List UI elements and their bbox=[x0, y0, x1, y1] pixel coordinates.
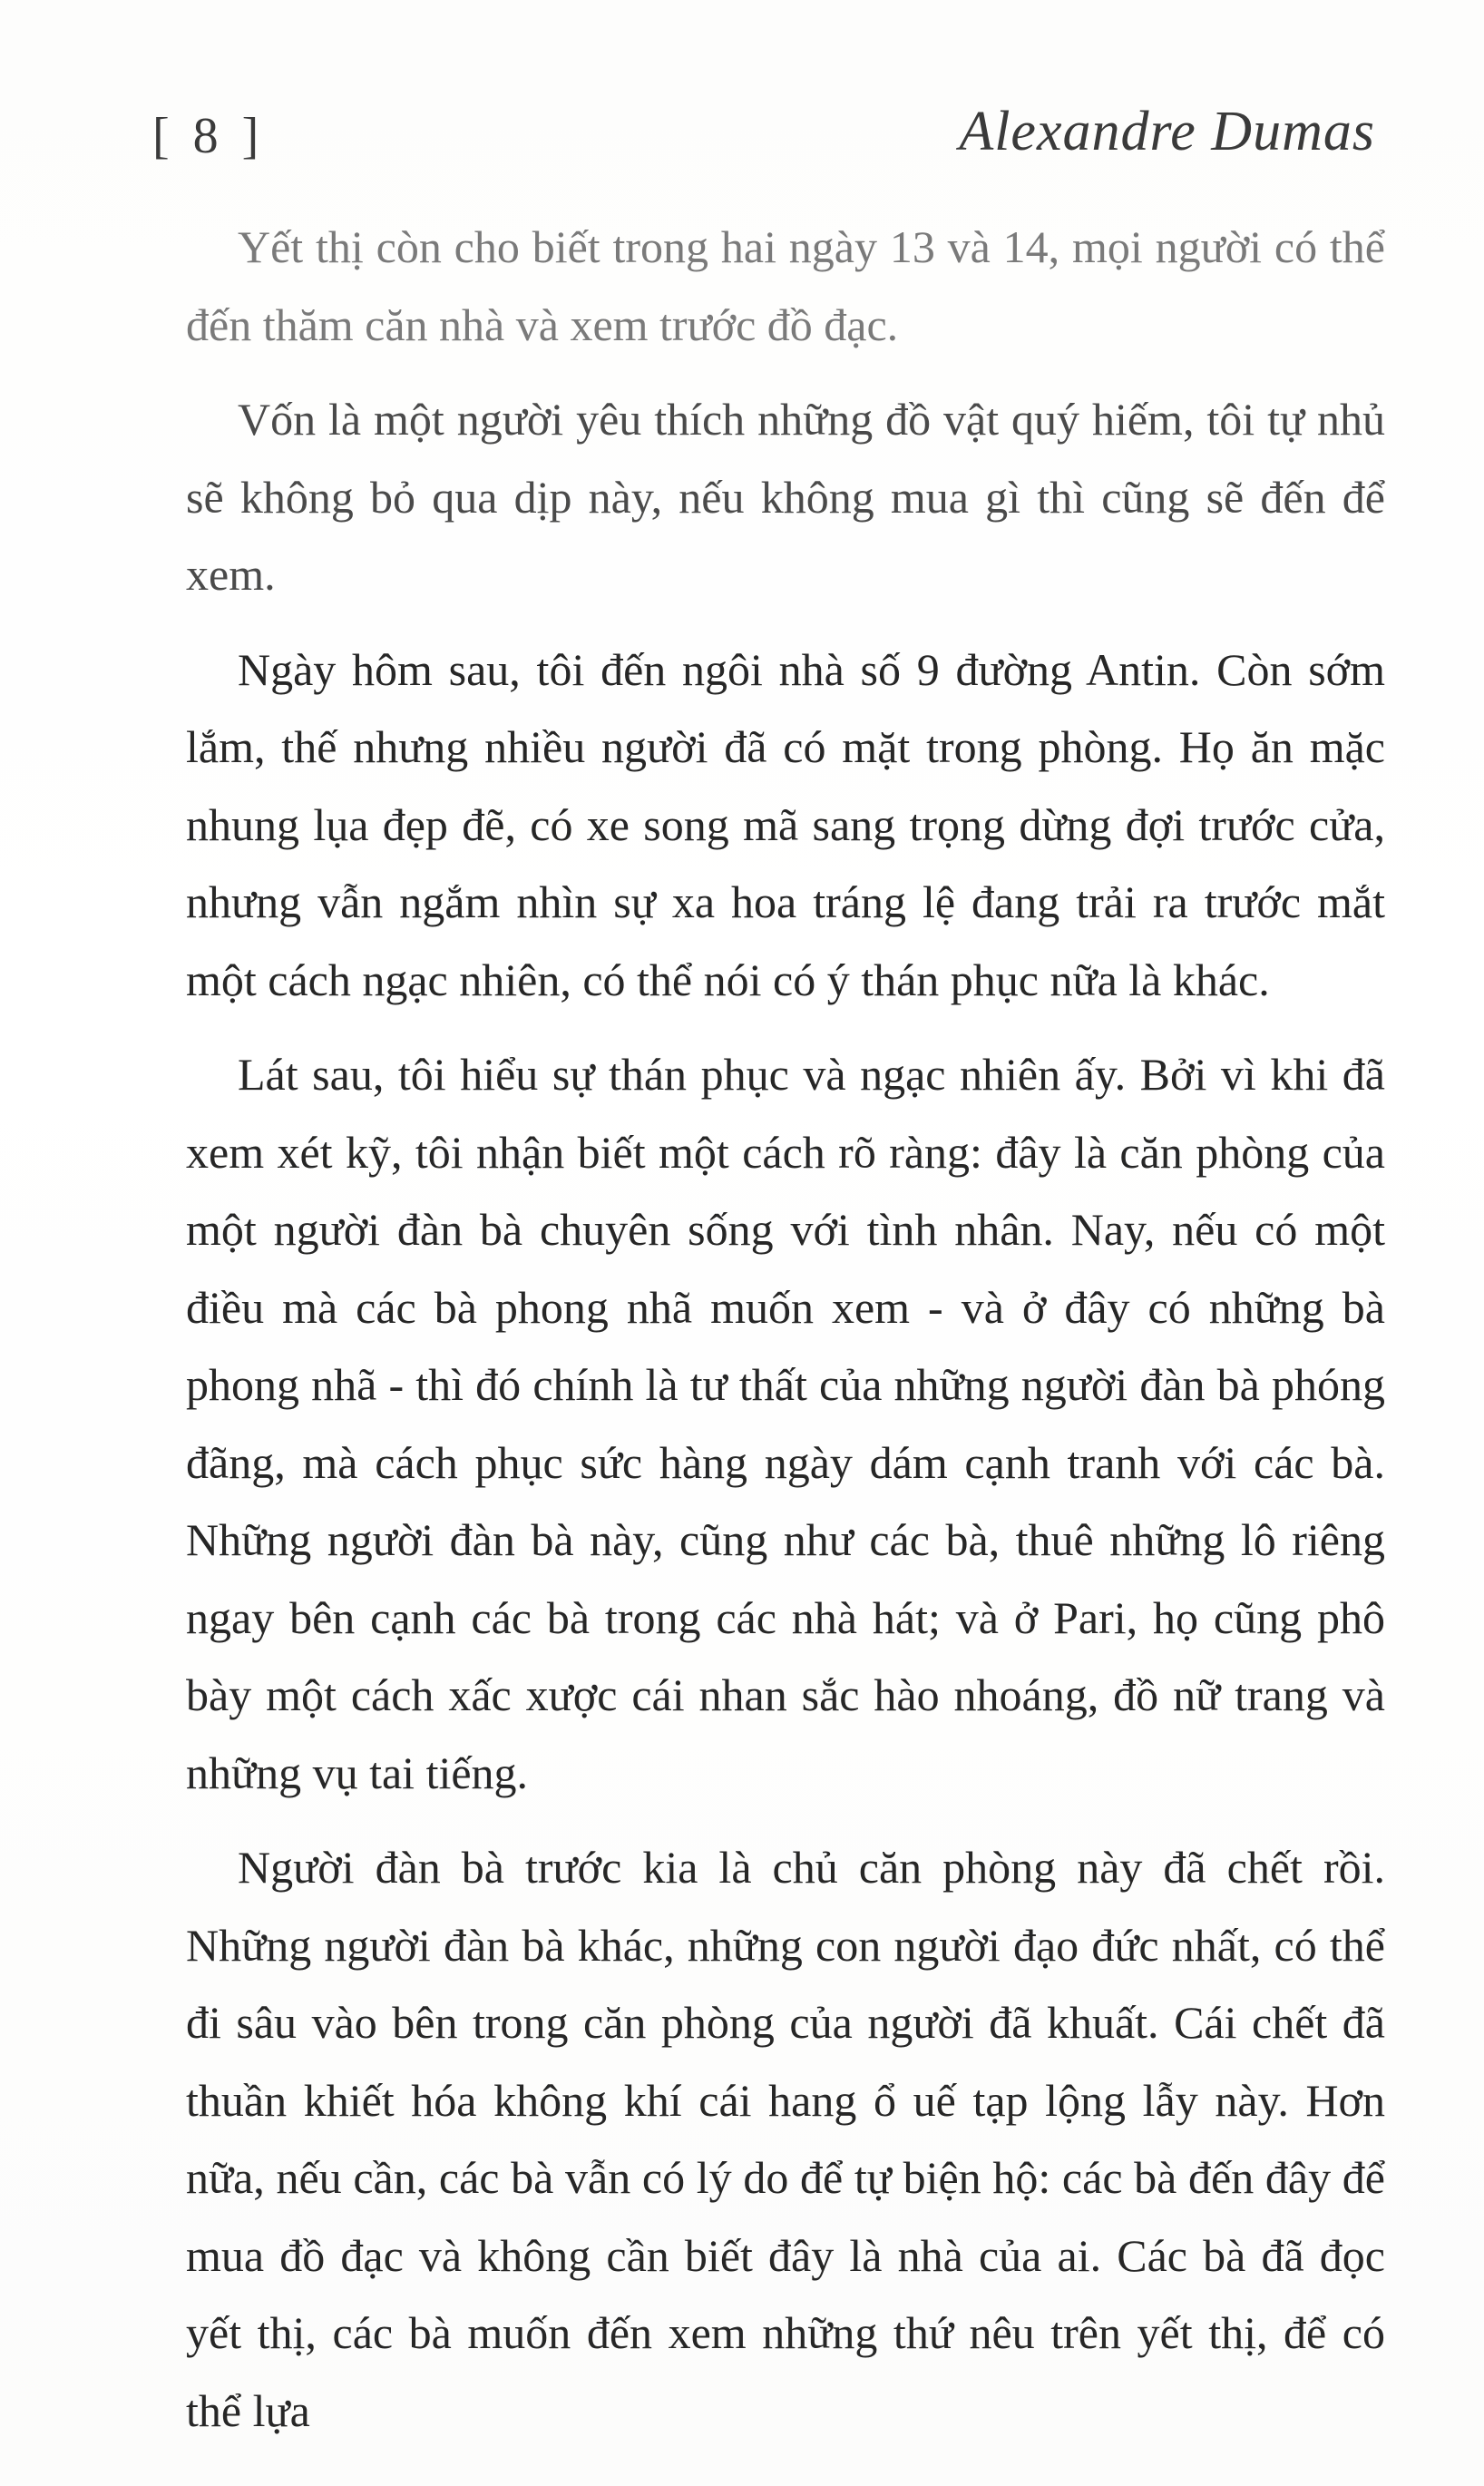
page-header bbox=[152, 100, 1375, 181]
paragraph-5: Người đàn bà trước kia là chủ căn phòng này đã chết rồi. Những người đàn bà khác, những con người đạo đức nhất, có thể đi sâu vào bên trong căn phòng của người đã khuất. Cái chết đã thuần khiết hóa không khí cái hang ổ uế tạp lộng lẫy này. Hơn nữa, nếu cần, các bà vẫn có lý do để tự biện hộ: các bà đến đây để mua đồ đạc và không cần biết đây là nhà của ai. Các bà đã đọc yết thị, các bà muốn đến xem những thứ nêu trên yết thị, để có thể lựa bbox=[186, 1842, 1385, 2436]
paragraph-4: Lát sau, tôi hiểu sự thán phục và ngạc nhiên ấy. Bởi vì khi đã xem xét kỹ, tôi nhận biết một cách rõ ràng: đây là căn phòng của một người đàn bà chuyên sống với tình nhân. Nay, nếu có một điều mà các bà phong nhã muốn xem - và ở đây có những bà phong nhã - thì đó chính là tư thất của những người đàn bà phóng đãng, mà cách phục sức hàng ngày dám cạnh tranh với các bà. Những người đàn bà này, cũng như các bà, thuê những lô riêng ngay bên cạnh các bà trong các nhà hát; và ở Pari, họ cũng phô bày một cách xấc xược cái nhan sắc hào nhoáng, đồ nữ trang và những vụ tai tiếng. bbox=[186, 1049, 1385, 1798]
paragraph-2: Vốn là một người yêu thích những đồ vật quý hiếm, tôi tự nhủ sẽ không bỏ qua dịp này, nếu không mua gì thì cũng sẽ đến để xem. bbox=[186, 394, 1385, 600]
paragraph-1: Yết thị còn cho biết trong hai ngày 13 và 14, mọi người có thể đến thăm căn nhà và xem trước đồ đạc. bbox=[186, 221, 1385, 350]
paragraph-3: Ngày hôm sau, tôi đến ngôi nhà số 9 đường Antin. Còn sớm lắm, thế nhưng nhiều người đã có mặt trong phòng. Họ ăn mặc nhung lụa đẹp đẽ, có xe song mã sang trọng dừng đợi trước cửa, nhưng vẫn ngắm nhìn sự xa hoa tráng lệ đang trải ra trước mắt một cách ngạc nhiên, có thể nói có ý thán phục nữa là khác. bbox=[186, 643, 1385, 1005]
page-number: [ 8 ] bbox=[152, 108, 265, 164]
page-body bbox=[186, 209, 1385, 2467]
author-running-head: Alexandre Dumas bbox=[959, 101, 1375, 162]
